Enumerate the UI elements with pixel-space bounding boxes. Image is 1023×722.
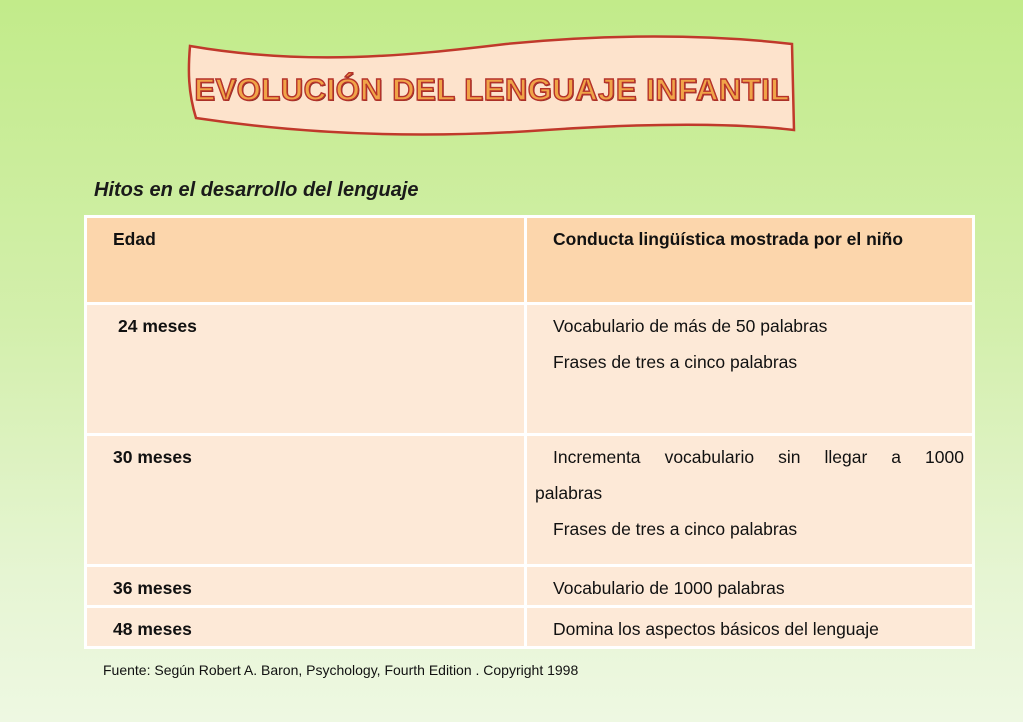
behavior-line: Vocabulario de 1000 palabras xyxy=(553,578,785,598)
age-cell xyxy=(86,304,526,435)
behavior-line-continuation: palabras xyxy=(535,483,603,503)
behavior-cell xyxy=(526,435,974,566)
age-cell xyxy=(86,607,526,648)
behavior-line: Frases de tres a cinco palabras xyxy=(553,519,798,539)
milestones-table xyxy=(84,215,975,649)
page-title: EVOLUCIÓN DEL LENGUAJE INFANTIL xyxy=(194,72,790,107)
age-value: 36 meses xyxy=(113,578,192,598)
table-caption: Hitos en el desarrollo del lenguaje xyxy=(94,179,419,201)
age-value: 30 meses xyxy=(113,447,192,467)
behavior-line: Vocabulario de más de 50 palabras xyxy=(553,316,828,336)
table-row xyxy=(86,435,974,566)
table-row xyxy=(86,607,974,648)
behavior-cell xyxy=(526,304,974,435)
behavior-line: Incrementa vocabulario sin llegar a 1000 xyxy=(553,447,964,467)
age-value: 24 meses xyxy=(118,316,197,336)
header-age-label: Edad xyxy=(113,229,156,249)
header-behavior-label: Conducta lingüística mostrada por el niño xyxy=(553,229,904,249)
behavior-cell xyxy=(526,607,974,648)
behavior-line: Domina los aspectos básicos del lenguaje xyxy=(553,619,879,639)
age-cell xyxy=(86,435,526,566)
behavior-cell xyxy=(526,566,974,607)
table-row xyxy=(86,304,974,435)
table-header-row xyxy=(86,217,974,304)
behavior-line: Frases de tres a cinco palabras xyxy=(553,352,798,372)
age-value: 48 meses xyxy=(113,619,192,639)
source-citation: Fuente: Según Robert A. Baron, Psychology, Fourth Edition . Copyright 1998 xyxy=(103,662,579,678)
table-row xyxy=(86,566,974,607)
header-cell-age xyxy=(86,217,526,304)
title-banner xyxy=(186,32,798,140)
header-cell-behavior xyxy=(526,217,974,304)
age-cell xyxy=(86,566,526,607)
